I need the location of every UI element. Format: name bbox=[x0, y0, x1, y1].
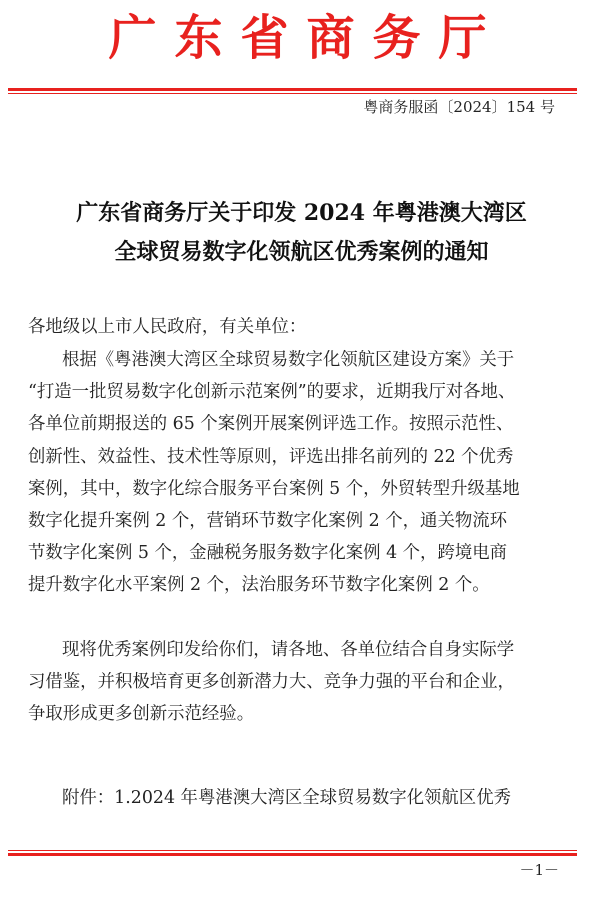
paragraph-1-line: 提升数字化水平案例 2 个，法治服务环节数字化案例 2 个。 bbox=[28, 575, 490, 596]
paragraph-1-line: 根据《粤港澳大湾区全球贸易数字化领航区建设方案》关于 bbox=[62, 350, 515, 370]
document-title-line-1: 广东省商务厅关于印发 2024 年粤港澳大湾区 bbox=[76, 200, 527, 226]
paragraph-1-line: 各单位前期报送的 65 个案例开展案例评选工作。按照示范性、 bbox=[28, 414, 514, 435]
page-number: －1－ bbox=[519, 861, 559, 879]
salutation-text: 各地级以上市人民政府，有关单位： bbox=[28, 317, 307, 337]
document-title-line-2: 全球贸易数字化领航区优秀案例的通知 bbox=[114, 239, 489, 265]
paragraph-1-line: 案例，其中，数字化综合服务平台案例 5 个，外贸转型升级基地 bbox=[28, 478, 520, 499]
document-number: 粤商务服函〔2024〕154 号 bbox=[363, 98, 555, 116]
salutation bbox=[28, 311, 568, 343]
header-divider-thin bbox=[8, 93, 577, 94]
paragraph-2 bbox=[28, 634, 568, 731]
footer-divider-thick bbox=[8, 853, 577, 856]
footer-divider-thin bbox=[8, 850, 577, 851]
paragraph-1-line: 节数字化案例 5 个，金融税务服务数字化案例 4 个，跨境电商 bbox=[28, 543, 508, 564]
paragraph-2-line: 争取形成更多创新示范经验。 bbox=[28, 704, 255, 725]
paragraph-1-line: 数字化提升案例 2 个，营销环节数字化案例 2 个，通关物流环 bbox=[28, 511, 508, 532]
paragraph-2-line: 现将优秀案例印发给你们，请各地、各单位结合自身实际学 bbox=[62, 640, 515, 660]
attachment-line: 附件：1.2024 年粤港澳大湾区全球贸易数字化领航区优秀 bbox=[62, 788, 511, 808]
paragraph-1-line: “打造一批贸易数字化创新示范案例”的要求，近期我厅对各地、 bbox=[28, 382, 516, 403]
agency-header: 广东省商务厅 bbox=[108, 10, 505, 66]
header-divider-thick bbox=[8, 88, 577, 91]
paragraph-2-line: 习借鉴，并积极培育更多创新潜力大、竞争力强的平台和企业， bbox=[28, 672, 515, 693]
paragraph-1 bbox=[28, 344, 568, 602]
paragraph-1-line: 创新性、效益性、技术性等原则，评选出排名前列的 22 个优秀 bbox=[28, 446, 514, 467]
